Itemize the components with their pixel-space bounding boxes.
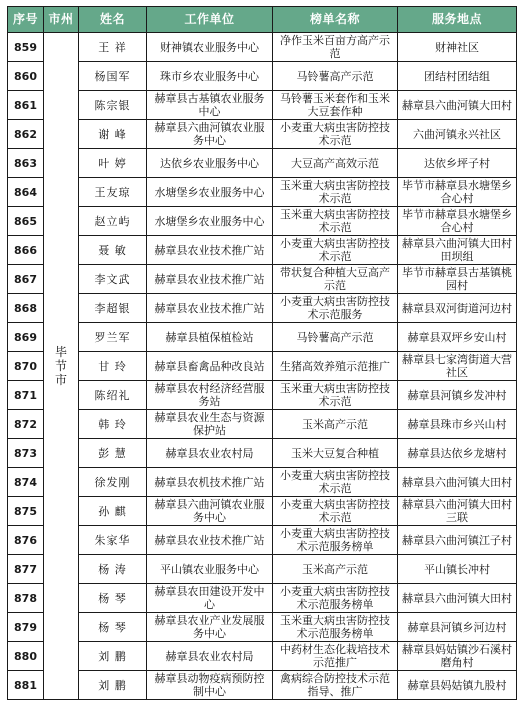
serial-number-cell: 867 — [8, 265, 44, 294]
service-location-cell: 赫章县达依乡龙塘村 — [398, 439, 517, 468]
serial-number-cell: 878 — [8, 584, 44, 613]
serial-number-cell: 865 — [8, 207, 44, 236]
name-cell: 徐发刚 — [79, 468, 147, 497]
work-unit-cell: 珠市乡农业服务中心 — [147, 62, 273, 91]
name-cell: 王 祥 — [79, 33, 147, 62]
service-location-cell: 赫章县六曲河镇大田村 — [398, 91, 517, 120]
list-name-cell: 马铃薯高产示范 — [273, 323, 398, 352]
work-unit-cell: 赫章县农田建设开发中心 — [147, 584, 273, 613]
list-name-cell: 玉米重大病虫害防控技术示范 — [273, 178, 398, 207]
list-name-cell: 禽病综合防控技术示范指导、推广 — [273, 671, 398, 700]
list-name-cell: 玉米大豆复合种植 — [273, 439, 398, 468]
serial-number-cell: 879 — [8, 613, 44, 642]
service-location-cell: 六曲河镇永兴社区 — [398, 120, 517, 149]
table-wrapper — [7, 6, 517, 700]
table-row — [8, 468, 517, 497]
serial-number-cell: 861 — [8, 91, 44, 120]
work-unit-cell: 赫章县六曲河镇农业服务中心 — [147, 497, 273, 526]
serial-number-cell: 872 — [8, 410, 44, 439]
service-location-cell: 赫章县六曲河镇江子村 — [398, 526, 517, 555]
work-unit-cell: 赫章县农业技术推广站 — [147, 526, 273, 555]
service-location-cell: 赫章县河镇乡河边村 — [398, 613, 517, 642]
header-row — [8, 7, 517, 33]
table-row — [8, 294, 517, 323]
table-row — [8, 323, 517, 352]
serial-number-cell: 874 — [8, 468, 44, 497]
list-name-cell: 小麦重大病虫害防控技术示范 — [273, 120, 398, 149]
table-row — [8, 584, 517, 613]
header-work-unit: 工作单位 — [147, 7, 273, 33]
serial-number-cell: 876 — [8, 526, 44, 555]
service-location-cell: 赫章县六曲河镇大田村 — [398, 468, 517, 497]
table-row — [8, 526, 517, 555]
serial-number-cell: 869 — [8, 323, 44, 352]
table-header — [8, 7, 517, 33]
name-cell: 杨国军 — [79, 62, 147, 91]
table-row — [8, 613, 517, 642]
work-unit-cell: 达依乡农业服务中心 — [147, 149, 273, 178]
service-location-cell: 赫章县六曲河镇大田村田坝组 — [398, 236, 517, 265]
serial-number-cell: 870 — [8, 352, 44, 381]
service-location-cell: 赫章县双河街道河边村 — [398, 294, 517, 323]
service-location-cell: 财神社区 — [398, 33, 517, 62]
name-cell: 刘 鹏 — [79, 671, 147, 700]
table-row — [8, 642, 517, 671]
table-row — [8, 62, 517, 91]
serial-number-cell: 880 — [8, 642, 44, 671]
name-cell: 孙 麒 — [79, 497, 147, 526]
work-unit-cell: 赫章县农业产业发展服务中心 — [147, 613, 273, 642]
header-serial-number: 序号 — [8, 7, 44, 33]
table-row — [8, 91, 517, 120]
service-location-cell: 赫章县珠市乡兴山村 — [398, 410, 517, 439]
work-unit-cell: 赫章县农业技术推广站 — [147, 265, 273, 294]
service-location-cell: 达依乡坪子村 — [398, 149, 517, 178]
work-unit-cell: 赫章县农业农村局 — [147, 439, 273, 468]
table-body — [8, 33, 517, 700]
work-unit-cell: 赫章县六曲河镇农业服务中心 — [147, 120, 273, 149]
serial-number-cell: 871 — [8, 381, 44, 410]
service-location-cell: 毕节市赫章县古基镇桃园村 — [398, 265, 517, 294]
name-cell: 杨 涛 — [79, 555, 147, 584]
work-unit-cell: 赫章县农业农村局 — [147, 642, 273, 671]
list-name-cell: 净作玉米百亩方高产示范 — [273, 33, 398, 62]
service-location-cell: 赫章县六曲河镇大田村 — [398, 584, 517, 613]
table-row — [8, 33, 517, 62]
service-location-cell: 毕节市赫章县水塘堡乡合心村 — [398, 207, 517, 236]
table-row — [8, 207, 517, 236]
serial-number-cell: 863 — [8, 149, 44, 178]
table-row — [8, 410, 517, 439]
list-name-cell: 玉米重大病虫害防控技术示范服务榜单 — [273, 613, 398, 642]
list-name-cell: 带状复合种植大豆高产示范 — [273, 265, 398, 294]
name-cell: 谢 峰 — [79, 120, 147, 149]
serial-number-cell: 862 — [8, 120, 44, 149]
list-name-cell: 小麦重大病虫害防控技术示范 — [273, 236, 398, 265]
work-unit-cell: 赫章县植保植检站 — [147, 323, 273, 352]
table-row — [8, 497, 517, 526]
list-name-cell: 小麦重大病虫害防控技术示范服务 — [273, 294, 398, 323]
work-unit-cell: 赫章县农业生态与资源保护站 — [147, 410, 273, 439]
service-location-cell: 毕节市赫章县水塘堡乡合心村 — [398, 178, 517, 207]
table-row — [8, 555, 517, 584]
work-unit-cell: 赫章县农村经济经营服务站 — [147, 381, 273, 410]
city-cell: 毕节市 — [44, 33, 79, 700]
list-name-cell: 小麦重大病虫害防控技术示范服务榜单 — [273, 526, 398, 555]
list-name-cell: 大豆高产高效示范 — [273, 149, 398, 178]
list-name-cell: 马铃薯高产示范 — [273, 62, 398, 91]
serial-number-cell: 860 — [8, 62, 44, 91]
list-name-cell: 玉米重大病虫害防控技术示范 — [273, 207, 398, 236]
work-unit-cell: 赫章县畜禽品种改良站 — [147, 352, 273, 381]
serial-number-cell: 866 — [8, 236, 44, 265]
service-location-cell: 平山镇长冲村 — [398, 555, 517, 584]
name-cell: 朱家华 — [79, 526, 147, 555]
header-list-name: 榜单名称 — [273, 7, 398, 33]
list-name-cell: 玉米高产示范 — [273, 555, 398, 584]
service-location-cell: 团结村团结组 — [398, 62, 517, 91]
serial-number-cell: 864 — [8, 178, 44, 207]
serial-number-cell: 868 — [8, 294, 44, 323]
name-cell: 杨 琴 — [79, 613, 147, 642]
work-unit-cell: 赫章县农业技术推广站 — [147, 236, 273, 265]
header-service-location: 服务地点 — [398, 7, 517, 33]
table-row — [8, 149, 517, 178]
name-cell: 叶 婷 — [79, 149, 147, 178]
work-unit-cell: 赫章县古基镇农业服务中心 — [147, 91, 273, 120]
name-cell: 赵立屿 — [79, 207, 147, 236]
work-unit-cell: 水塘堡乡农业服务中心 — [147, 178, 273, 207]
list-name-cell: 生猪高效养殖示范推广 — [273, 352, 398, 381]
list-name-cell: 小麦重大病虫害防控技术示范 — [273, 497, 398, 526]
name-cell: 陈宗银 — [79, 91, 147, 120]
name-cell: 李超银 — [79, 294, 147, 323]
name-cell: 聂 敏 — [79, 236, 147, 265]
serial-number-cell: 873 — [8, 439, 44, 468]
name-cell: 王友琼 — [79, 178, 147, 207]
work-unit-cell: 水塘堡乡农业服务中心 — [147, 207, 273, 236]
name-cell: 韩 玲 — [79, 410, 147, 439]
name-cell: 陈绍礼 — [79, 381, 147, 410]
name-cell: 李文武 — [79, 265, 147, 294]
name-cell: 杨 琴 — [79, 584, 147, 613]
serial-number-cell: 881 — [8, 671, 44, 700]
list-name-cell: 小麦重大病虫害防控技术示范服务榜单 — [273, 584, 398, 613]
service-location-cell: 赫章县六曲河镇大田村三联 — [398, 497, 517, 526]
list-name-cell: 中药材生态化栽培技术示范推广 — [273, 642, 398, 671]
table-row — [8, 671, 517, 700]
header-name: 姓名 — [79, 7, 147, 33]
work-unit-cell: 赫章县动物疫病预防控制中心 — [147, 671, 273, 700]
serial-number-cell: 859 — [8, 33, 44, 62]
work-unit-cell: 财神镇农业服务中心 — [147, 33, 273, 62]
service-location-cell: 赫章县妈姑镇九股村 — [398, 671, 517, 700]
table-row — [8, 439, 517, 468]
table-row — [8, 265, 517, 294]
table-row — [8, 120, 517, 149]
service-location-cell: 赫章县双坪乡安山村 — [398, 323, 517, 352]
service-location-cell: 赫章县河镇乡发冲村 — [398, 381, 517, 410]
serial-number-cell: 877 — [8, 555, 44, 584]
service-location-cell: 赫章县七家湾街道大营社区 — [398, 352, 517, 381]
honor-list-table — [7, 6, 517, 700]
work-unit-cell: 平山镇农业服务中心 — [147, 555, 273, 584]
list-name-cell: 马铃薯玉米套作和玉米大豆套作种 — [273, 91, 398, 120]
work-unit-cell: 赫章县农机技术推广站 — [147, 468, 273, 497]
serial-number-cell: 875 — [8, 497, 44, 526]
list-name-cell: 玉米重大病虫害防控技术示范 — [273, 381, 398, 410]
name-cell: 罗兰军 — [79, 323, 147, 352]
name-cell: 刘 鹏 — [79, 642, 147, 671]
table-row — [8, 381, 517, 410]
name-cell: 彭 慧 — [79, 439, 147, 468]
table-row — [8, 178, 517, 207]
service-location-cell: 赫章县妈姑镇沙石溪村磨角村 — [398, 642, 517, 671]
list-name-cell: 小麦重大病虫害防控技术示范 — [273, 468, 398, 497]
table-row — [8, 236, 517, 265]
work-unit-cell: 赫章县农业技术推广站 — [147, 294, 273, 323]
list-name-cell: 玉米高产示范 — [273, 410, 398, 439]
table-row — [8, 352, 517, 381]
header-city: 市州 — [44, 7, 79, 33]
name-cell: 甘 玲 — [79, 352, 147, 381]
